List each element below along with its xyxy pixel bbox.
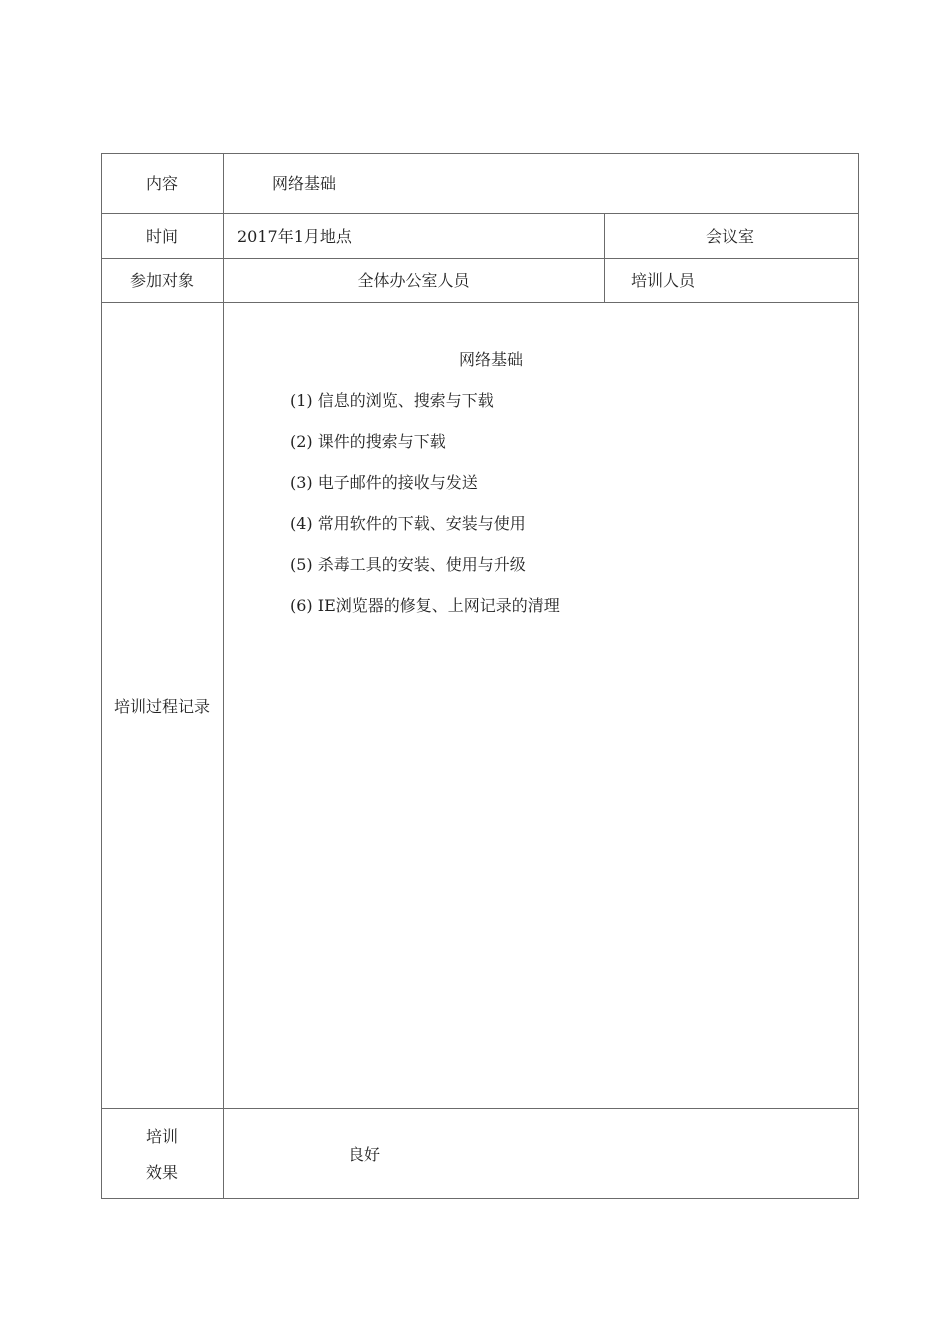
participants-value: 全体办公室人员 (357, 271, 470, 290)
table-border-top (101, 153, 859, 154)
row-divider (101, 1108, 859, 1109)
table-border-right (858, 153, 859, 1199)
effect-label-line2: 效果 (145, 1163, 178, 1182)
participants-label: 参加对象 (129, 271, 194, 290)
content-value: 网络基础 (272, 174, 337, 193)
record-item: (5) 杀毒工具的安装、使用与升级 (290, 555, 526, 574)
row-divider (101, 258, 859, 259)
content-label: 内容 (145, 174, 178, 193)
column-divider-place (604, 213, 605, 303)
record-heading: 网络基础 (459, 350, 524, 369)
time-label: 时间 (145, 227, 178, 246)
record-item: (2) 课件的搜索与下载 (290, 432, 446, 451)
effect-label-line1: 培训 (145, 1127, 178, 1146)
record-item: (3) 电子邮件的接收与发送 (290, 473, 478, 492)
row-divider (101, 213, 859, 214)
trainer-label: 培训人员 (631, 271, 696, 290)
effect-value: 良好 (348, 1145, 381, 1164)
record-item: (1) 信息的浏览、搜索与下载 (290, 391, 494, 410)
row-divider (101, 302, 859, 303)
time-value: 2017年1月地点 (237, 227, 352, 246)
record-item: (4) 常用软件的下载、安装与使用 (290, 514, 526, 533)
column-divider (223, 153, 224, 1199)
table-border-left (101, 153, 102, 1199)
record-item: (6) IE浏览器的修复、上网记录的清理 (290, 596, 560, 615)
place-value: 会议室 (706, 227, 755, 246)
table-border-bottom (101, 1198, 859, 1199)
record-label: 培训过程记录 (113, 697, 210, 716)
